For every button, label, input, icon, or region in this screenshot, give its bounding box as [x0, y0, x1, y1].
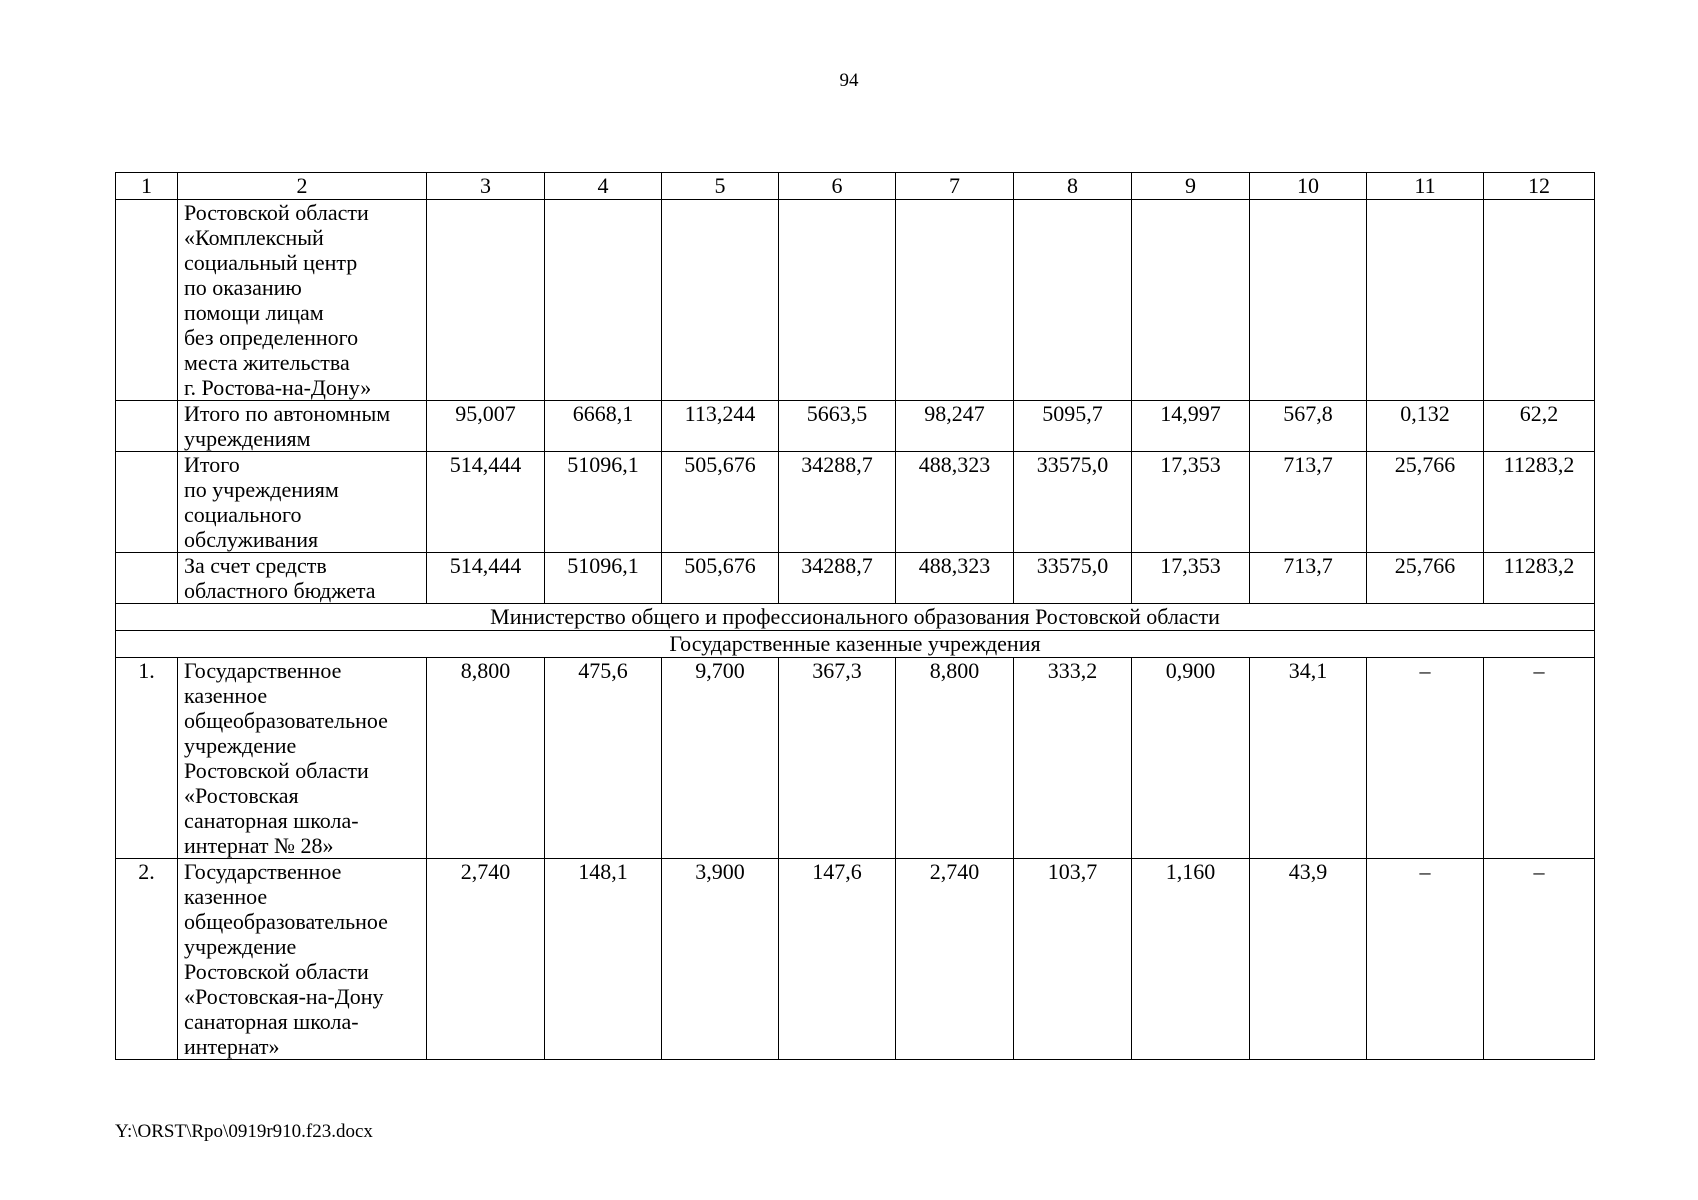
value-cell: 33575,0: [1014, 452, 1132, 553]
column-number: 1: [116, 173, 178, 200]
row-name-line: места жительства: [184, 350, 350, 375]
section-institution-type-heading-row: [116, 631, 1595, 658]
row-name-line: казенное: [184, 683, 268, 708]
value-cell: 488,323: [896, 553, 1014, 604]
row-name-cell: [178, 658, 427, 859]
value-cell: 367,3: [779, 658, 896, 859]
value-cell: 17,353: [1132, 553, 1250, 604]
row-name-line: Итого: [184, 452, 240, 477]
row-name-line: без определенного: [184, 325, 359, 350]
row-name-line: «Ростовская-на-Дону: [184, 984, 384, 1009]
value-cell: 11283,2: [1484, 452, 1595, 553]
value-cell: 148,1: [545, 859, 662, 1060]
value-cell: 103,7: [1014, 859, 1132, 1060]
value-cell: [896, 200, 1014, 401]
value-cell: 62,2: [1484, 401, 1595, 452]
value-cell: 0,900: [1132, 658, 1250, 859]
row-name-line: Ростовской области: [184, 200, 369, 225]
row-name-line: обслуживания: [184, 527, 319, 552]
value-cell: 2,740: [896, 859, 1014, 1060]
row-name-line: «Комплексный: [184, 225, 324, 250]
value-cell: [779, 200, 896, 401]
value-cell: 514,444: [427, 452, 545, 553]
row-name-line: по учреждениям: [184, 477, 339, 502]
table-row-total: [116, 452, 1595, 553]
row-name-line: социального: [184, 502, 302, 527]
row-name-line: г. Ростова-на-Дону»: [184, 375, 372, 400]
page-number: 94: [839, 70, 859, 91]
value-cell: 11283,2: [1484, 553, 1595, 604]
row-name-line: по оказанию: [184, 275, 302, 300]
value-cell: –: [1367, 658, 1484, 859]
value-cell: 475,6: [545, 658, 662, 859]
row-name-line: Итого по автономным: [184, 401, 391, 426]
value-cell: [427, 200, 545, 401]
value-cell: 17,353: [1132, 452, 1250, 553]
column-number: 4: [545, 173, 662, 200]
value-cell: 3,900: [662, 859, 779, 1060]
value-cell: 8,800: [896, 658, 1014, 859]
row-name-line: Государственное: [184, 859, 342, 884]
value-cell: 25,766: [1367, 553, 1484, 604]
row-name-line: учреждение: [184, 934, 297, 959]
column-number: 10: [1250, 173, 1367, 200]
value-cell: 1,160: [1132, 859, 1250, 1060]
value-cell: 34288,7: [779, 553, 896, 604]
row-name-line: «Ростовская: [184, 783, 299, 808]
value-cell: [1484, 200, 1595, 401]
value-cell: 98,247: [896, 401, 1014, 452]
row-name-line: помощи лицам: [184, 300, 324, 325]
value-cell: 33575,0: [1014, 553, 1132, 604]
column-number: 7: [896, 173, 1014, 200]
value-cell: 43,9: [1250, 859, 1367, 1060]
value-cell: 9,700: [662, 658, 779, 859]
column-number: 5: [662, 173, 779, 200]
row-name-line: учреждениям: [184, 426, 311, 451]
row-name-line: учреждение: [184, 733, 297, 758]
value-cell: 514,444: [427, 553, 545, 604]
section-ministry-heading: Министерство общего и профессионального образования Ростовской области: [116, 604, 1595, 631]
column-number: 11: [1367, 173, 1484, 200]
value-cell: 95,007: [427, 401, 545, 452]
row-name-line: интернат»: [184, 1034, 280, 1059]
value-cell: 25,766: [1367, 452, 1484, 553]
row-name-line: Ростовской области: [184, 959, 369, 984]
value-cell: 147,6: [779, 859, 896, 1060]
row-name-line: общеобразовательное: [184, 909, 388, 934]
value-cell: 2,740: [427, 859, 545, 1060]
footer-file-path: Y:\ORST\Rpo\0919r910.f23.docx: [115, 1121, 373, 1142]
row-index: [116, 200, 178, 401]
section-ministry-heading-row: [116, 604, 1595, 631]
column-number: 8: [1014, 173, 1132, 200]
value-cell: 113,244: [662, 401, 779, 452]
value-cell: 713,7: [1250, 553, 1367, 604]
value-cell: 333,2: [1014, 658, 1132, 859]
value-cell: 488,323: [896, 452, 1014, 553]
value-cell: 505,676: [662, 452, 779, 553]
row-name-line: За счет средств: [184, 553, 327, 578]
row-name-line: общеобразовательное: [184, 708, 388, 733]
value-cell: [1250, 200, 1367, 401]
column-number: 3: [427, 173, 545, 200]
row-index: [116, 452, 178, 553]
row-name-line: социальный центр: [184, 250, 358, 275]
row-name-cell: [178, 200, 427, 401]
column-number: 9: [1132, 173, 1250, 200]
row-name-cell: [178, 553, 427, 604]
value-cell: 8,800: [427, 658, 545, 859]
value-cell: 0,132: [1367, 401, 1484, 452]
value-cell: 51096,1: [545, 452, 662, 553]
section-institution-type-heading: Государственные казенные учреждения: [116, 631, 1595, 658]
row-name-line: санаторная школа-: [184, 1009, 359, 1034]
row-name-cell: [178, 452, 427, 553]
table-row-continued: [116, 200, 1595, 401]
table-row-institution: [116, 859, 1595, 1060]
value-cell: 505,676: [662, 553, 779, 604]
column-number: 6: [779, 173, 896, 200]
value-cell: 51096,1: [545, 553, 662, 604]
row-name-cell: [178, 401, 427, 452]
value-cell: 5663,5: [779, 401, 896, 452]
row-name-line: Государственное: [184, 658, 342, 683]
table-row-total: [116, 401, 1595, 452]
value-cell: 34,1: [1250, 658, 1367, 859]
value-cell: 713,7: [1250, 452, 1367, 553]
column-number: 12: [1484, 173, 1595, 200]
row-name-cell: [178, 859, 427, 1060]
value-cell: 14,997: [1132, 401, 1250, 452]
row-name-line: Ростовской области: [184, 758, 369, 783]
value-cell: –: [1484, 658, 1595, 859]
value-cell: [1367, 200, 1484, 401]
table-row-institution: [116, 658, 1595, 859]
row-name-line: санаторная школа-: [184, 808, 359, 833]
row-name-line: казенное: [184, 884, 268, 909]
value-cell: 6668,1: [545, 401, 662, 452]
row-index: 2.: [116, 859, 178, 1060]
value-cell: 5095,7: [1014, 401, 1132, 452]
value-cell: –: [1367, 859, 1484, 1060]
table-row-total: [116, 553, 1595, 604]
value-cell: [545, 200, 662, 401]
budget-table: [115, 172, 1595, 1060]
row-name-line: областного бюджета: [184, 578, 376, 603]
value-cell: [1132, 200, 1250, 401]
column-number-row: [116, 173, 1595, 200]
row-index: [116, 401, 178, 452]
value-cell: [662, 200, 779, 401]
value-cell: 567,8: [1250, 401, 1367, 452]
row-name-line: интернат № 28»: [184, 833, 334, 858]
value-cell: –: [1484, 859, 1595, 1060]
row-index: 1.: [116, 658, 178, 859]
column-number: 2: [178, 173, 427, 200]
row-index: [116, 553, 178, 604]
value-cell: [1014, 200, 1132, 401]
value-cell: 34288,7: [779, 452, 896, 553]
